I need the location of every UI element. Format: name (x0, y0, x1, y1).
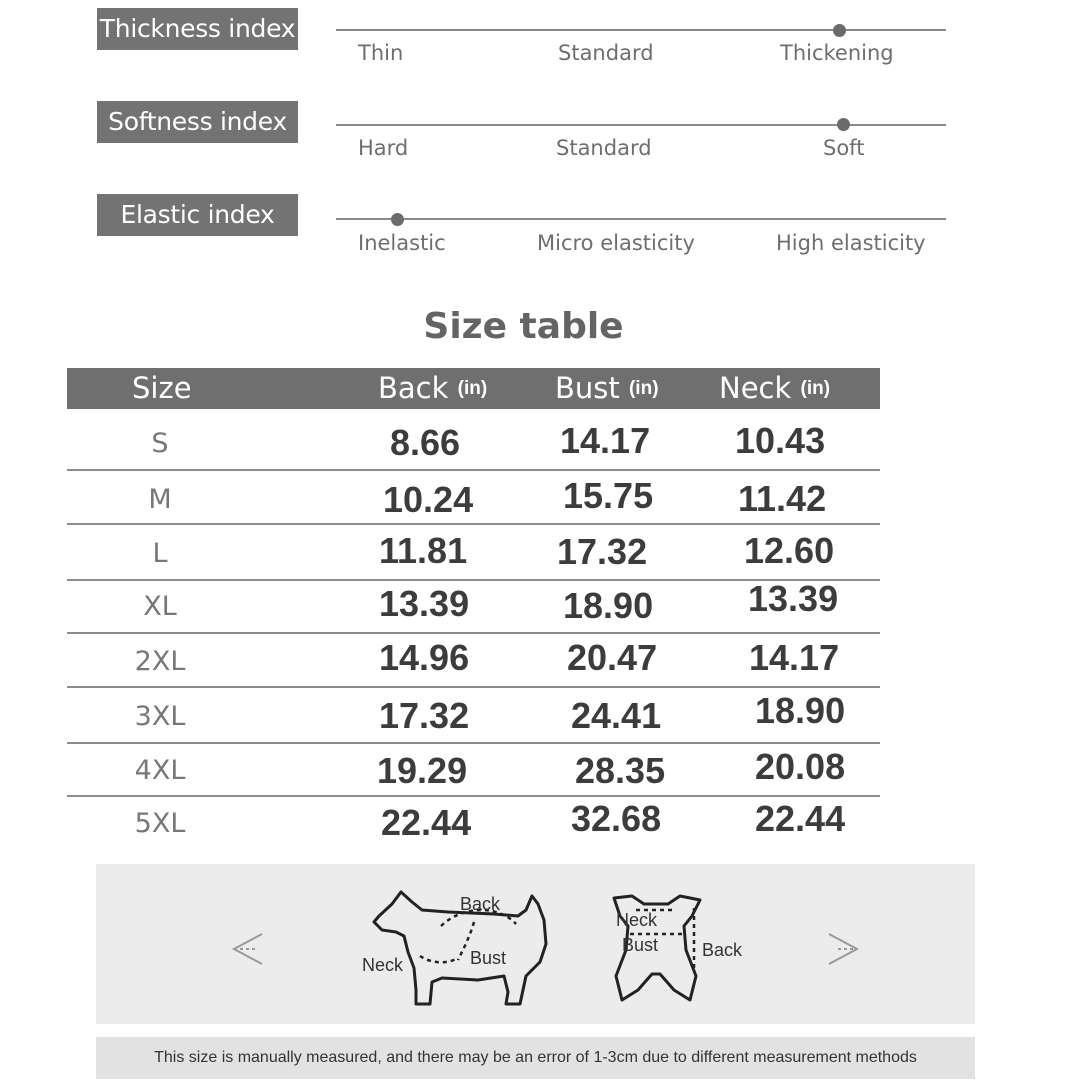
bust-value: 17.32 (557, 531, 648, 572)
bust-value: 15.75 (563, 475, 654, 516)
neck-value: 14.17 (749, 637, 840, 678)
measurement-diagram (96, 864, 975, 1024)
back-value: 14.96 (379, 637, 470, 678)
size-cell: 5XL (134, 808, 186, 839)
header-size: Size (132, 371, 192, 405)
softness-index-label: Softness index (97, 101, 298, 143)
back-value: 19.29 (377, 750, 468, 791)
elastic-scale-marker (391, 213, 404, 226)
row-divider (67, 469, 880, 471)
thickness-level-thickening: Thickening (780, 41, 894, 65)
elastic-level-inelastic: Inelastic (358, 231, 446, 255)
back-value: 11.81 (379, 530, 468, 571)
elastic-level-micro: Micro elasticity (537, 231, 695, 255)
bust-value: 24.41 (571, 695, 662, 736)
thickness-level-thin: Thin (358, 41, 404, 65)
thickness-scale-marker (833, 24, 846, 37)
back-value: 8.66 (390, 422, 461, 463)
softness-level-hard: Hard (358, 136, 409, 160)
header-back: Back (in) (378, 371, 488, 405)
back-value: 13.39 (379, 583, 470, 624)
garment-back-label: Back (702, 940, 743, 960)
softness-scale-line (336, 124, 946, 126)
back-value: 10.24 (383, 479, 474, 520)
softness-scale-marker (837, 118, 850, 131)
dog-back-label: Back (460, 894, 501, 914)
size-cell: L (152, 538, 168, 569)
elastic-level-high: High elasticity (776, 231, 926, 255)
garment-neck-label: Neck (616, 910, 658, 930)
back-value: 17.32 (379, 695, 470, 736)
size-cell: 4XL (134, 755, 186, 786)
size-cell: 2XL (134, 646, 186, 677)
row-divider (67, 795, 880, 797)
thickness-index-label: Thickness index (97, 8, 298, 50)
softness-level-soft: Soft (823, 136, 865, 160)
chevron-right-icon[interactable] (829, 934, 857, 964)
measurement-diagram-panel (96, 864, 975, 1024)
thickness-scale-line (336, 29, 946, 31)
bust-value: 18.90 (563, 585, 654, 626)
bust-value: 28.35 (575, 750, 666, 791)
softness-level-standard: Standard (556, 136, 652, 160)
row-divider (67, 686, 880, 688)
measurement-disclaimer: This size is manually measured, and there may be an error of 1-3cm due to different measurement methods (96, 1037, 975, 1079)
row-divider (67, 523, 880, 525)
size-table-header (67, 368, 880, 409)
neck-value: 10.43 (735, 420, 826, 461)
back-value: 22.44 (381, 802, 472, 843)
dog-bust-label: Bust (470, 948, 507, 968)
neck-value: 18.90 (755, 690, 846, 731)
row-divider (67, 742, 880, 744)
size-cell: S (151, 428, 169, 459)
garment-bust-label: Bust (622, 935, 659, 955)
neck-value: 11.42 (738, 478, 827, 519)
bust-value: 14.17 (560, 420, 651, 461)
header-bust: Bust (in) (555, 371, 659, 405)
dog-neck-label: Neck (362, 955, 404, 975)
bust-value: 20.47 (567, 637, 658, 678)
thickness-level-standard: Standard (558, 41, 654, 65)
elastic-index-label: Elastic index (97, 194, 298, 236)
row-divider (67, 632, 880, 634)
neck-value: 22.44 (755, 798, 846, 839)
chevron-left-icon[interactable] (234, 934, 262, 964)
size-table-title: Size table (423, 306, 624, 347)
bust-value: 32.68 (571, 798, 662, 839)
header-neck: Neck (in) (719, 371, 831, 405)
size-cell: M (148, 484, 172, 515)
neck-value: 20.08 (755, 746, 846, 787)
neck-value: 13.39 (748, 578, 839, 619)
size-cell: XL (143, 591, 177, 622)
elastic-scale-line (336, 218, 946, 220)
size-cell: 3XL (134, 701, 186, 732)
neck-value: 12.60 (744, 530, 835, 571)
